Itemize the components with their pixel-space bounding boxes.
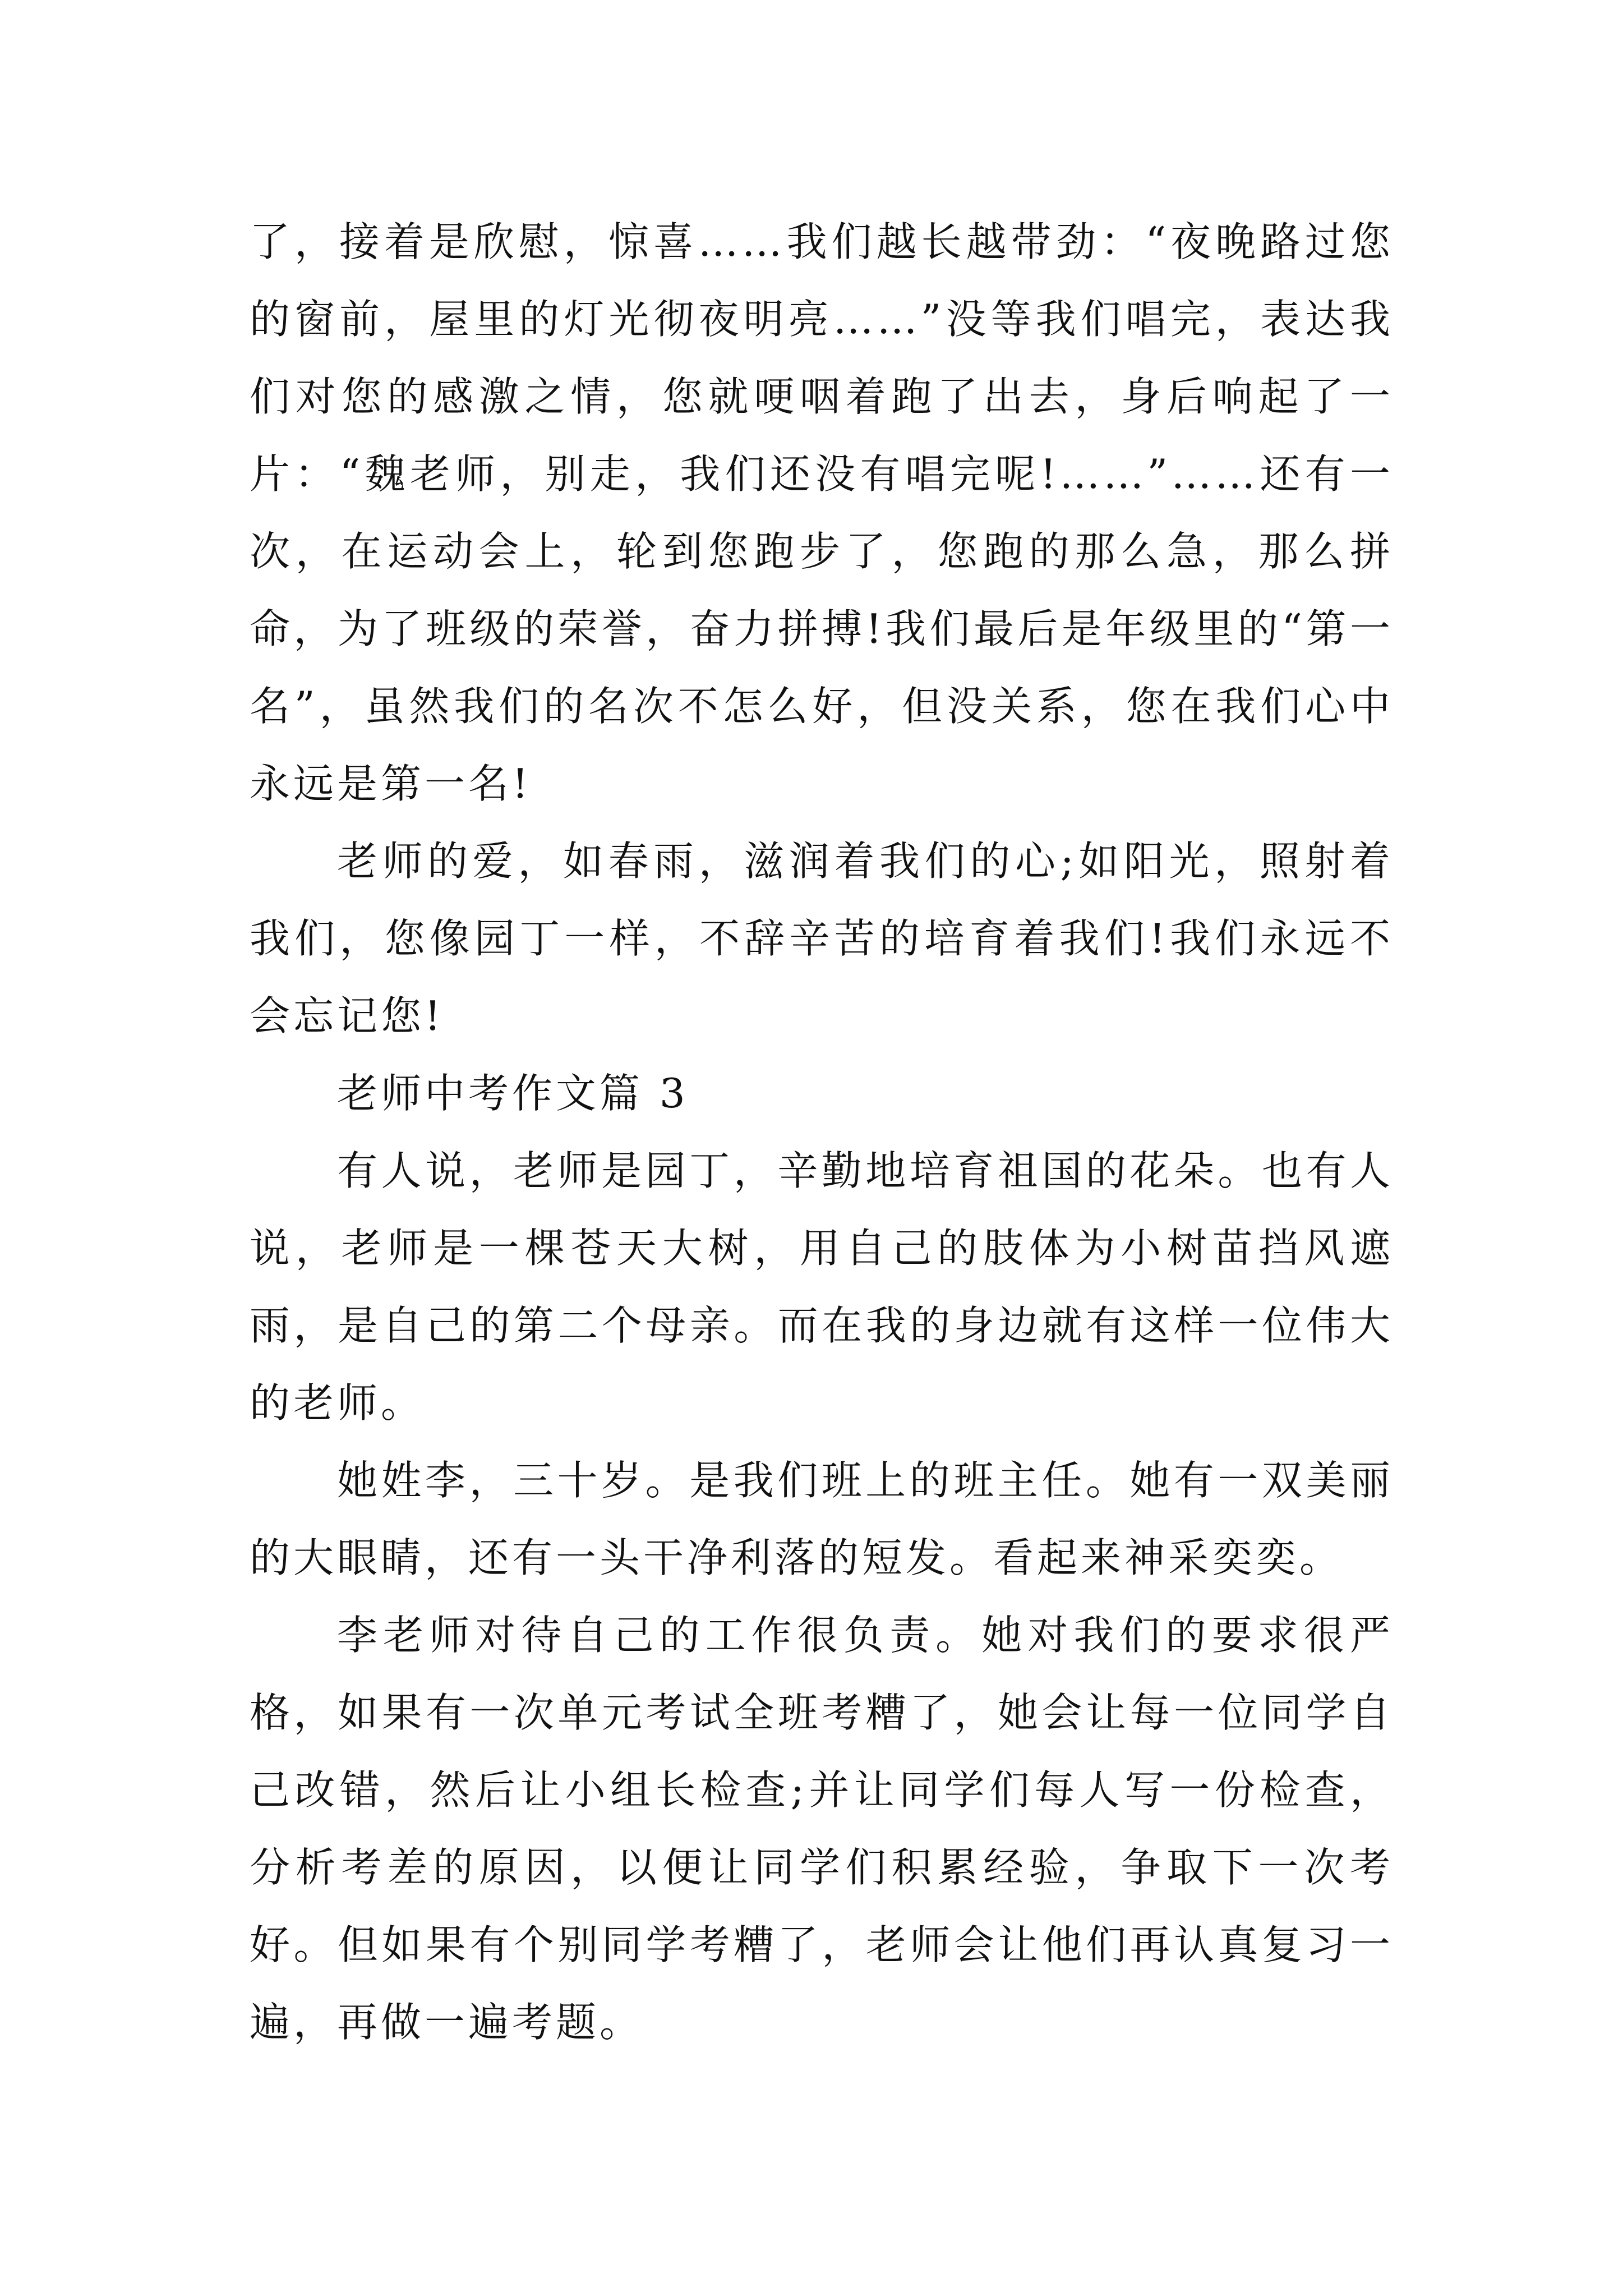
paragraph-2: 老师的爱，如春雨，滋润着我们的心;如阳光，照射着我们，您像园丁一样，不辞辛苦的培育着我们!我们永远不会忘记您!: [250, 838, 1394, 1039]
section-heading: 老师中考作文篇 3: [337, 1070, 689, 1117]
paragraph-6: 李老师对待自己的工作很负责。她对我们的要求很严格，如果有一次单元考试全班考糟了，她会让每一位同学自己改错，然后让小组长检查;并让同学们每人写一份检查，分析考差的原因，以便让同学们积累经验，争取下一次考好。但如果有个别同学考糟了，老师会让他们再认真复习一遍，再做一遍考题。: [250, 1612, 1394, 2046]
paragraph-5: 她姓李，三十岁。是我们班上的班主任。她有一双美丽的大眼睛，还有一头干净利落的短发。看起来神采奕奕。: [250, 1457, 1394, 1581]
paragraph-1: 了，接着是欣慰，惊喜……我们越长越带劲：“夜晚路过您的窗前，屋里的灯光彻夜明亮……”没等我们唱完，表达我们对您的感激之情，您就哽咽着跑了出去，身后响起了一片：“魏老师，别走，我们还没有唱完呢!……”……还有一次，在运动会上，轮到您跑步了，您跑的那么急，那么拼命，为了班级的荣誉，奋力拼搏!我们最后是年级里的“第一名”，虽然我们的名次不怎么好，但没关系，您在我们心中永远是第一名!: [250, 218, 1394, 807]
document-body: [250, 203, 1394, 2061]
paragraph-4: 有人说，老师是园丁，辛勤地培育祖国的花朵。也有人说，老师是一棵苍天大树，用自己的肢体为小树苗挡风遮雨，是自己的第二个母亲。而在我的身边就有这样一位伟大的老师。: [250, 1147, 1394, 1427]
